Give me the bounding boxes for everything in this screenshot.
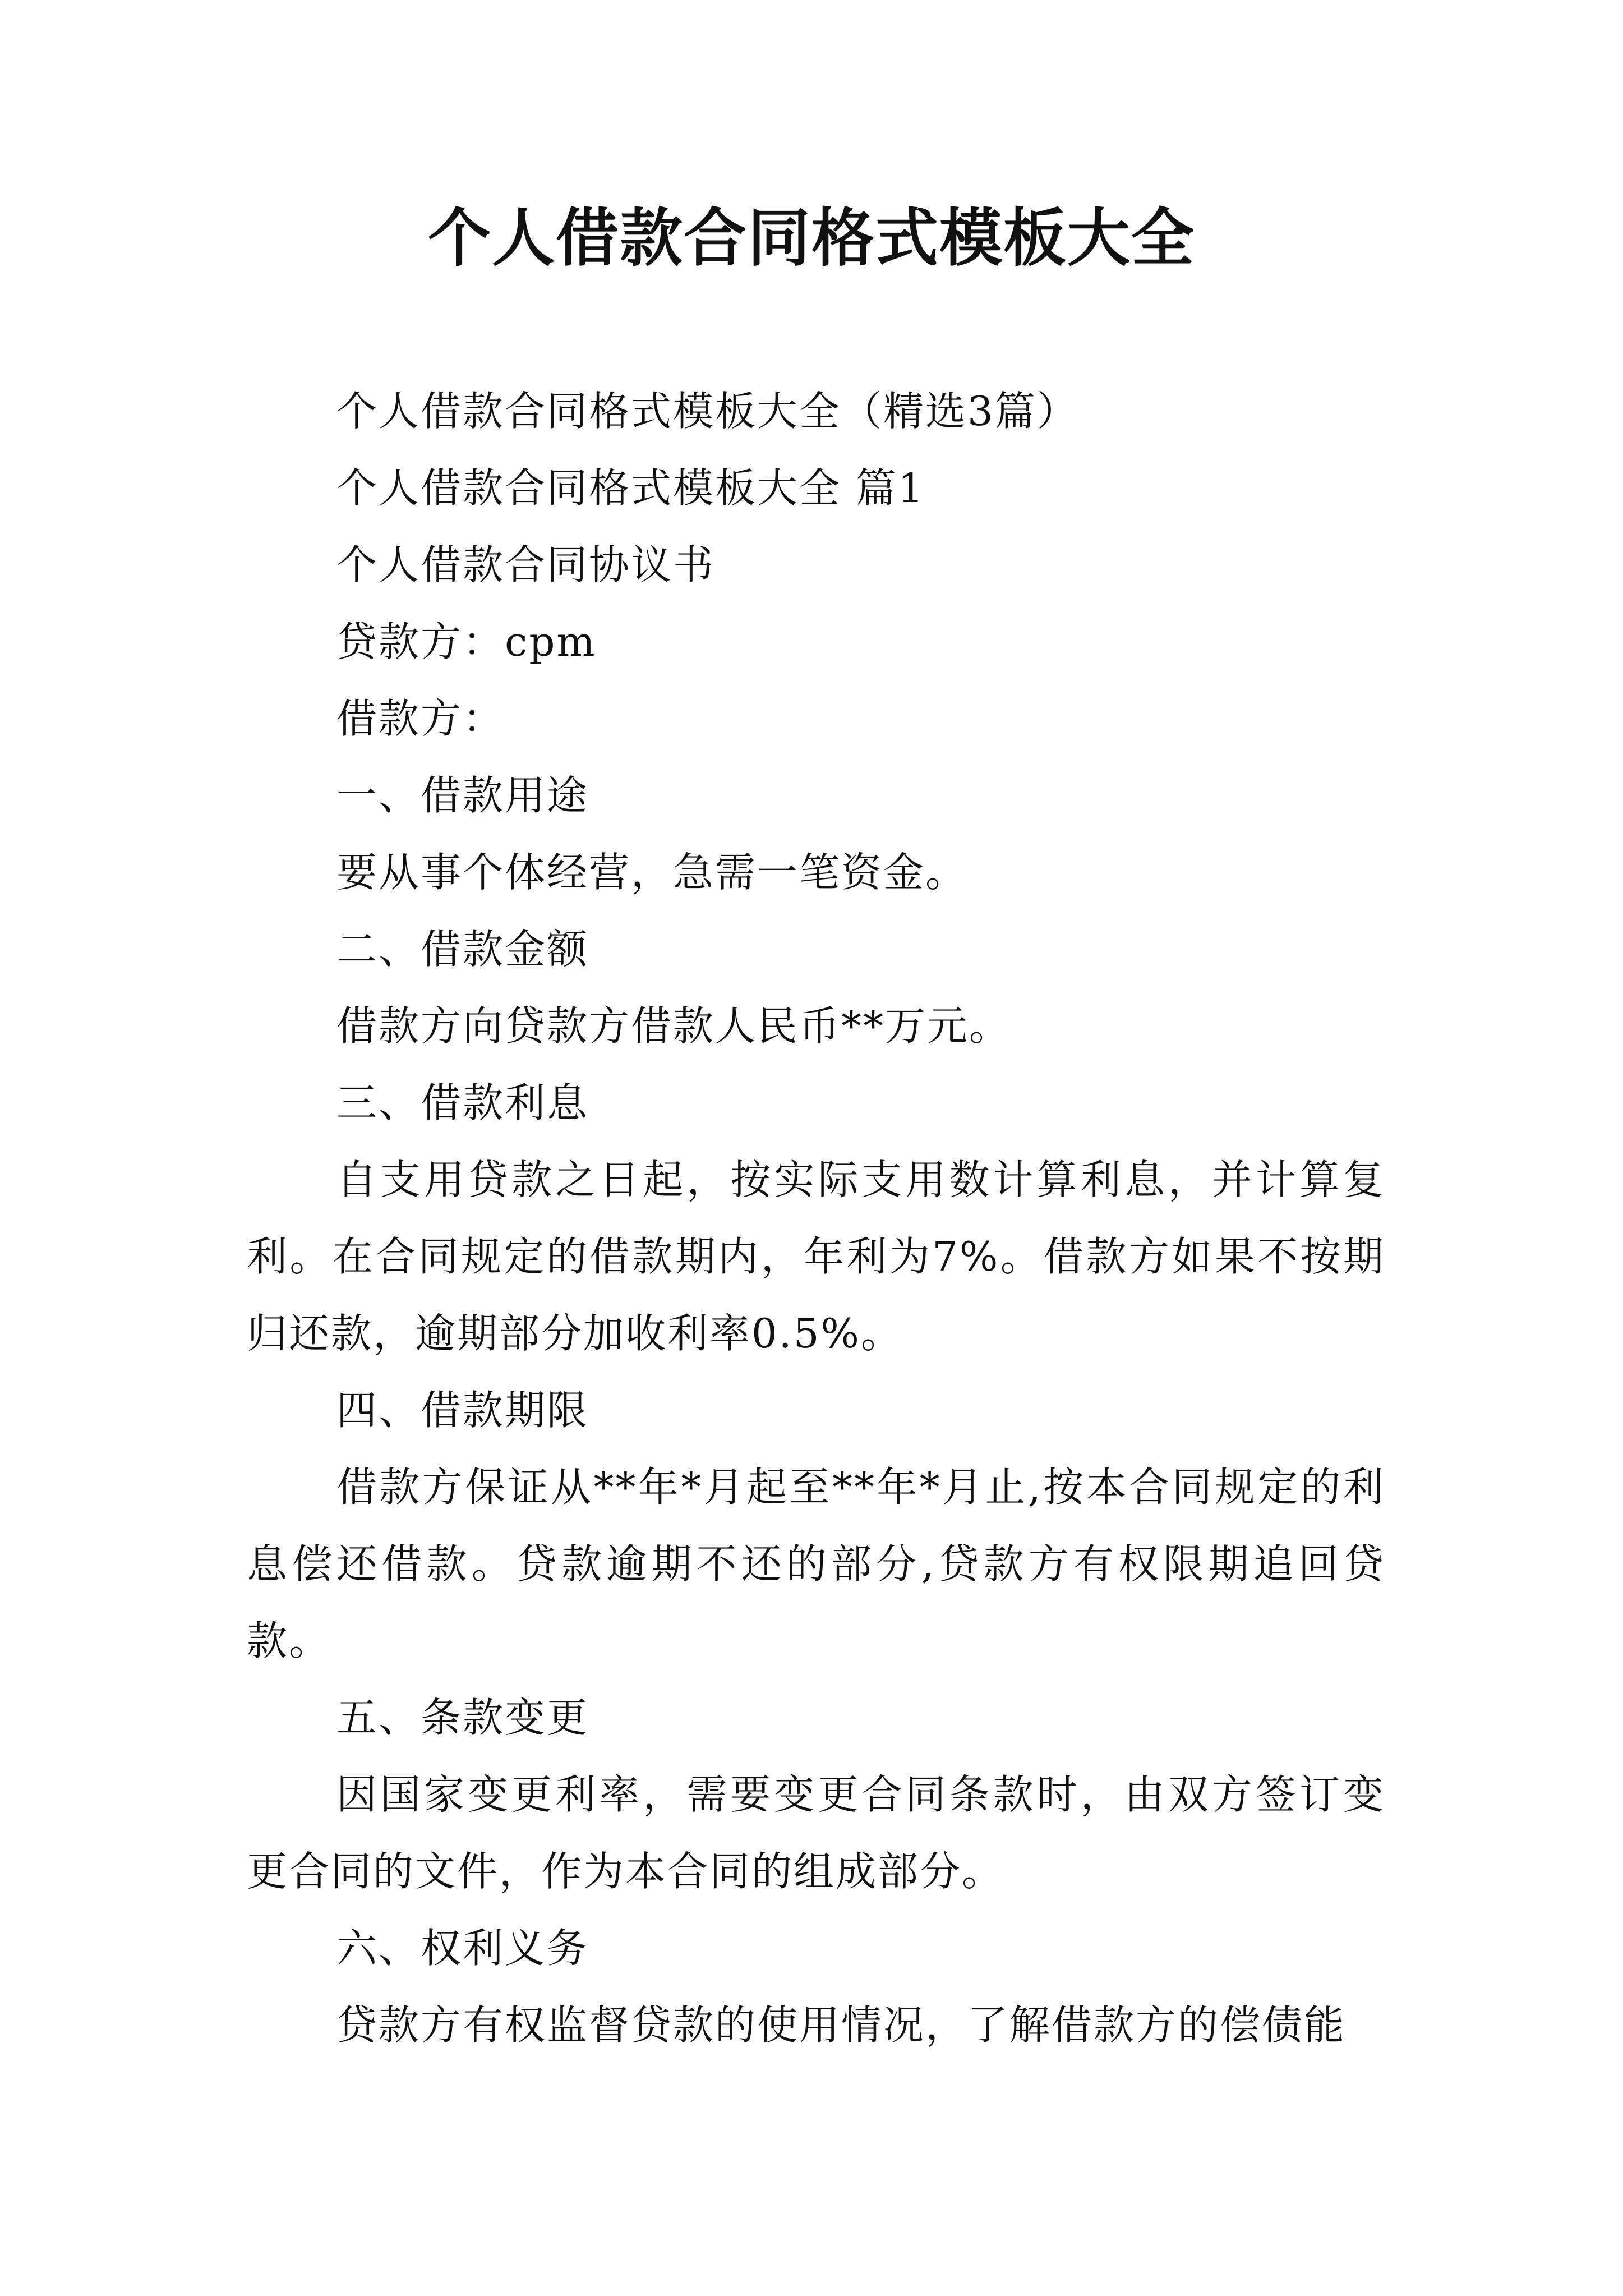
paragraph-chapter-1: 个人借款合同格式模板大全 篇1 xyxy=(336,464,925,512)
paragraph-rights: 贷款方有权监督贷款的使用情况，了解借款方的偿债能 xyxy=(336,2001,1347,2049)
paragraph-term: 借款方保证从**年*月起至**年*月止,按本合同规定的利息偿还借款。贷款逾期不还的部分,贷款方有权限期追回贷款。 xyxy=(247,1464,1385,1664)
paragraph-interest: 自支用贷款之日起，按实际支用数计算利息，并计算复利。在合同规定的借款期内，年利为7%。借款方如果不按期归还款，逾期部分加收利率0.5%。 xyxy=(247,1156,1385,1357)
document-body xyxy=(247,373,1385,2064)
paragraph-amount: 借款方向贷款方借款人民币**万元。 xyxy=(336,1002,1012,1050)
section-heading-changes: 五、条款变更 xyxy=(336,1694,589,1741)
paragraph-lender: 贷款方：cpm xyxy=(336,618,597,665)
paragraph-heading-selection: 个人借款合同格式模板大全（精选3篇） xyxy=(336,388,1079,435)
section-heading-amount: 二、借款金额 xyxy=(336,926,589,973)
paragraph-agreement-title: 个人借款合同协议书 xyxy=(336,541,716,588)
section-heading-interest: 三、借款利息 xyxy=(336,1079,589,1126)
document-title: 个人借款合同格式模板大全 xyxy=(428,202,1195,275)
paragraph-borrower: 借款方： xyxy=(336,695,505,742)
paragraph-purpose: 要从事个体经营，急需一笔资金。 xyxy=(336,849,968,896)
section-heading-purpose: 一、借款用途 xyxy=(336,772,589,819)
section-heading-rights: 六、权利义务 xyxy=(336,1925,589,1972)
section-heading-term: 四、借款期限 xyxy=(336,1387,589,1434)
paragraph-changes: 因国家变更利率，需要变更合同条款时，由双方签订变更合同的文件，作为本合同的组成部分。 xyxy=(247,1771,1385,1895)
